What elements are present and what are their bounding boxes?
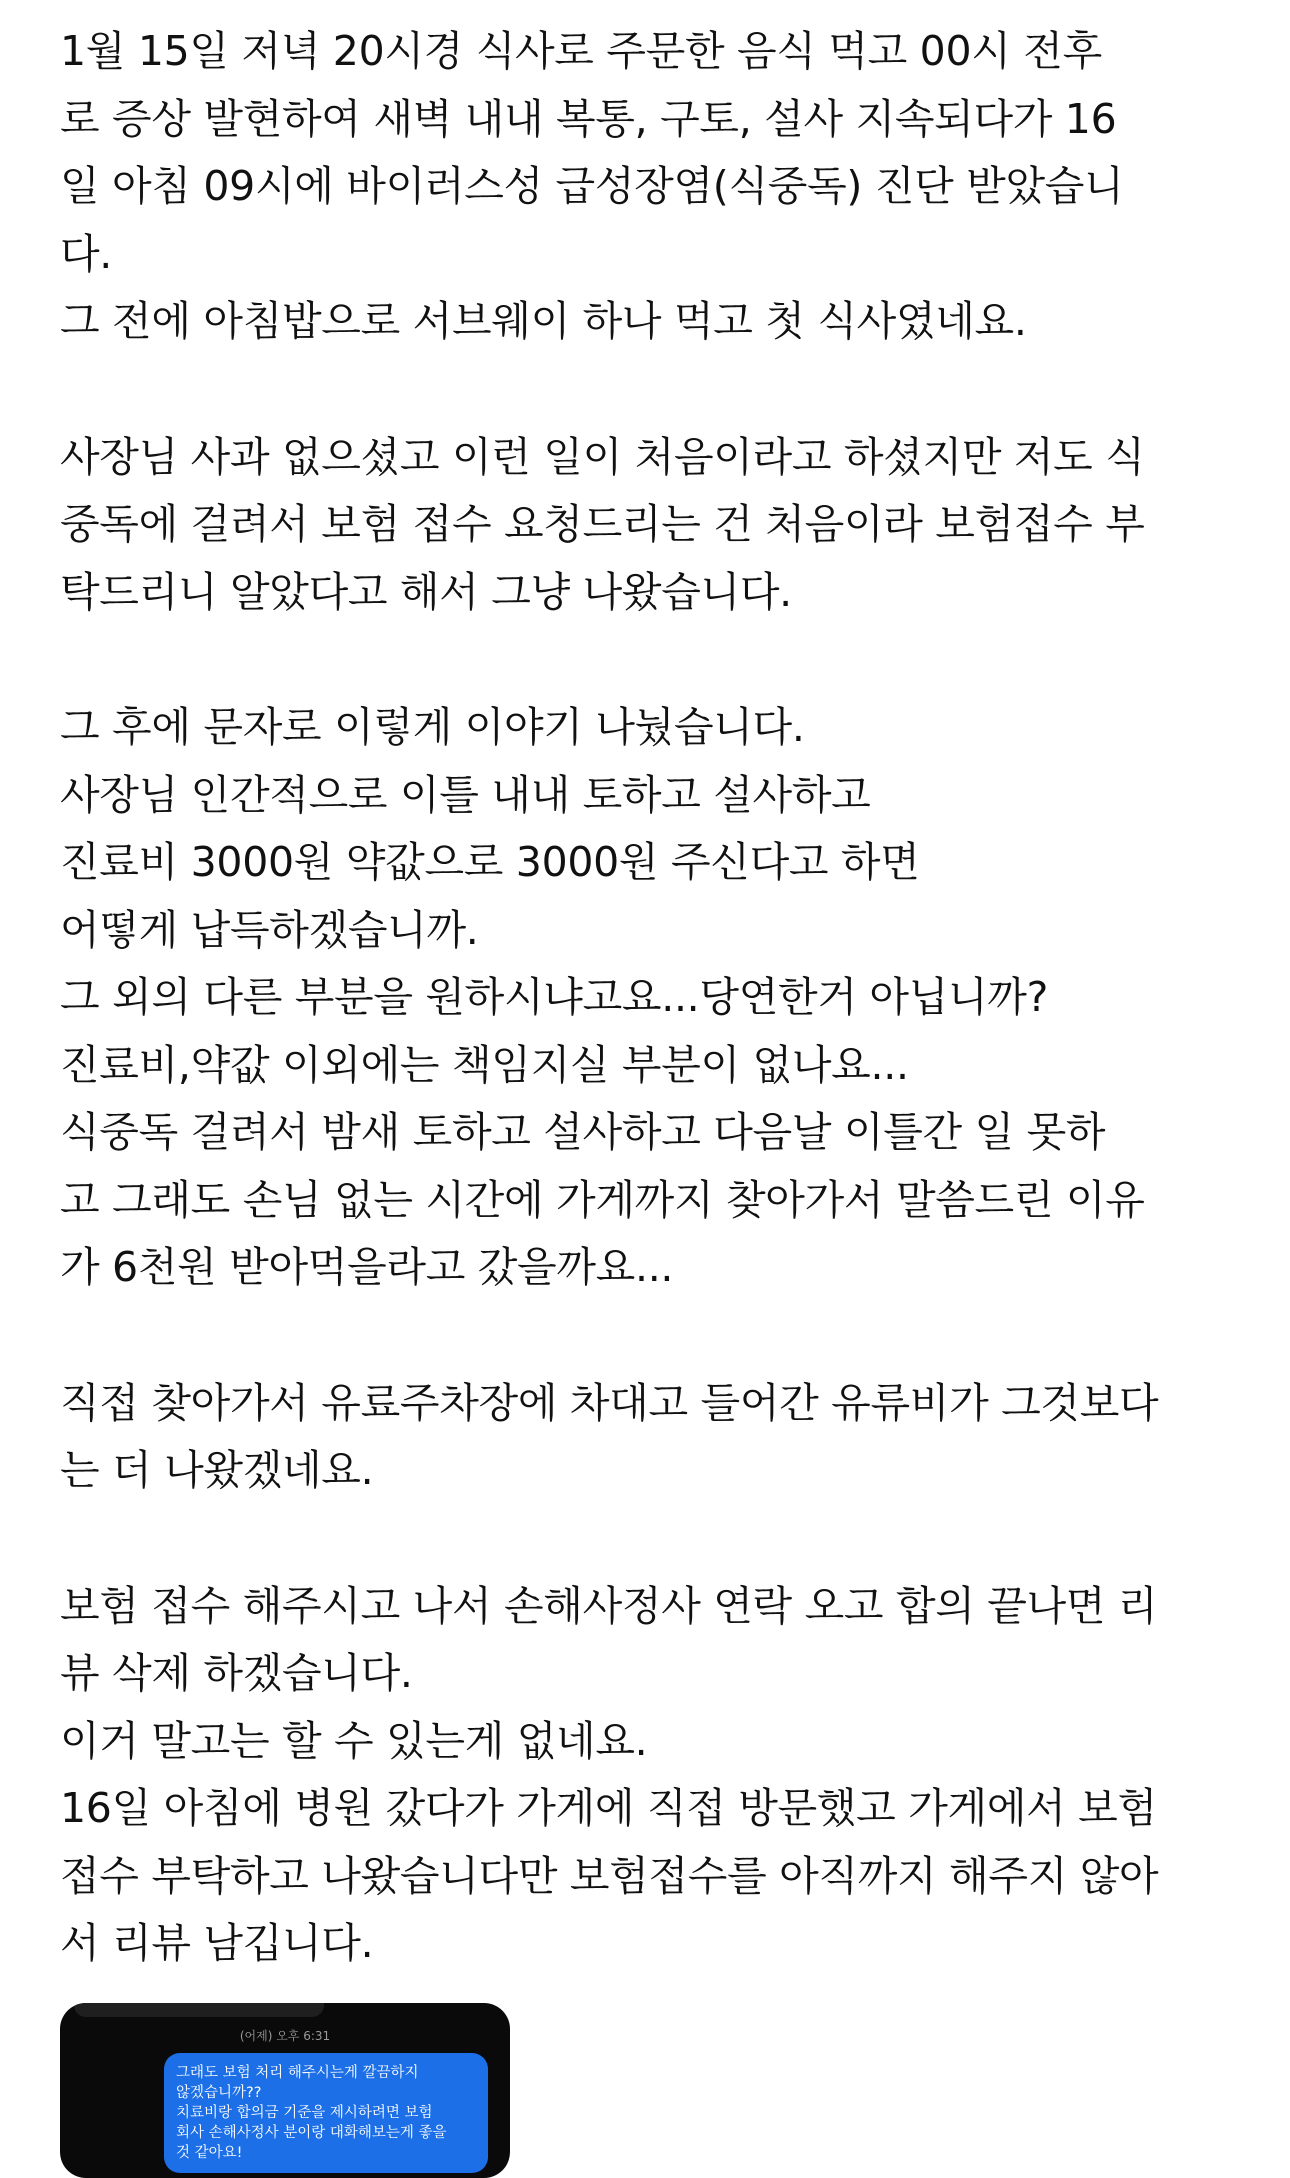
review-line: 그 외의 다른 부분을 원하시냐고요...당연한거 아닙니까? [60, 973, 1049, 1021]
review-line: 접수 부탁하고 나왔습니다만 보험접수를 아직까지 해주지 않아 [60, 1851, 1159, 1900]
review-line: 식중독 걸려서 밤새 토하고 설사하고 다음날 이틀간 일 못하 [60, 1108, 1106, 1156]
review-line: 고 그래도 손님 없는 시간에 가게까지 찾아가서 말씀드린 이유 [60, 1175, 1145, 1224]
review-line: 서 리뷰 남깁니다. [60, 1919, 374, 1967]
review-line: 로 증상 발현하여 새벽 내내 복통, 구토, 설사 지속되다가 16 [60, 94, 1117, 143]
review-line: 보험 접수 해주시고 나서 손해사정사 연락 오고 합의 끝나면 리 [60, 1581, 1158, 1630]
sent-message-bubble [164, 2053, 488, 2173]
review-line: 중독에 걸려서 보험 접수 요청드리는 건 처음이라 보험접수 부 [60, 500, 1145, 548]
review-line: 가 6천원 받아먹을라고 갔을까요... [60, 1243, 674, 1291]
review-line: 는 더 나왔겠네요. [60, 1446, 374, 1494]
review-paragraph-4 [60, 1370, 1250, 1505]
message-timestamp: (어제) 오후 6:31 [239, 2029, 331, 2043]
message-line: 그래도 보험 처리 해주시는게 깔끔하지 [176, 2065, 419, 2081]
review-line: 탁드리니 알았다고 해서 그냥 나왔습니다. [60, 567, 792, 616]
review-body [60, 18, 1250, 1978]
review-line: 16일 아침에 병원 갔다가 가게에 직접 방문했고 가게에서 보험 [60, 1784, 1157, 1832]
review-line: 뷰 삭제 하겠습니다. [60, 1649, 413, 1697]
review-line: 그 전에 아침밥으로 서브웨이 하나 먹고 첫 식사였네요. [60, 297, 1027, 345]
review-line: 일 아침 09시에 바이러스성 급성장염(식중독) 진단 받았습니 [60, 162, 1124, 210]
review-line: 그 후에 문자로 이렇게 이야기 나눴습니다. [60, 703, 805, 751]
review-line: 사장님 사과 없으셨고 이런 일이 처음이라고 하셨지만 저도 식 [60, 432, 1145, 481]
review-line: 어떻게 납득하겠습니까. [60, 905, 479, 954]
review-line: 1월 15일 저녁 20시경 식사로 주문한 음식 먹고 00시 전후 [60, 27, 1102, 75]
attached-screenshot-thumbnail[interactable] [60, 2003, 510, 2178]
review-paragraph-2 [60, 424, 1250, 627]
review-line: 다. [60, 229, 113, 278]
review-line: 사장님 인간적으로 이틀 내내 토하고 설사하고 [60, 770, 871, 819]
message-line: 치료비랑 합의금 기준을 제시하려면 보험 [176, 2105, 433, 2121]
review-line: 직접 찾아가서 유료주차장에 차대고 들어간 유류비가 그것보다 [60, 1378, 1159, 1427]
review-line: 이거 말고는 할 수 있는게 없네요. [60, 1716, 648, 1765]
review-line: 진료비 3000원 약값으로 3000원 주신다고 하면 [60, 838, 920, 886]
message-line: 않겠습니까?? [176, 2085, 262, 2101]
review-paragraph-3 [60, 694, 1250, 1302]
message-line: 것 같아요! [176, 2145, 243, 2161]
message-line: 회사 손해사정사 분이랑 대화해보는게 좋을 [176, 2125, 447, 2141]
review-paragraph-5 [60, 1573, 1250, 1978]
review-line: 진료비,약값 이외에는 책임지실 부분이 없나요... [60, 1040, 909, 1089]
thumbnail-top-bar [74, 2003, 324, 2017]
review-paragraph-1 [60, 18, 1250, 356]
